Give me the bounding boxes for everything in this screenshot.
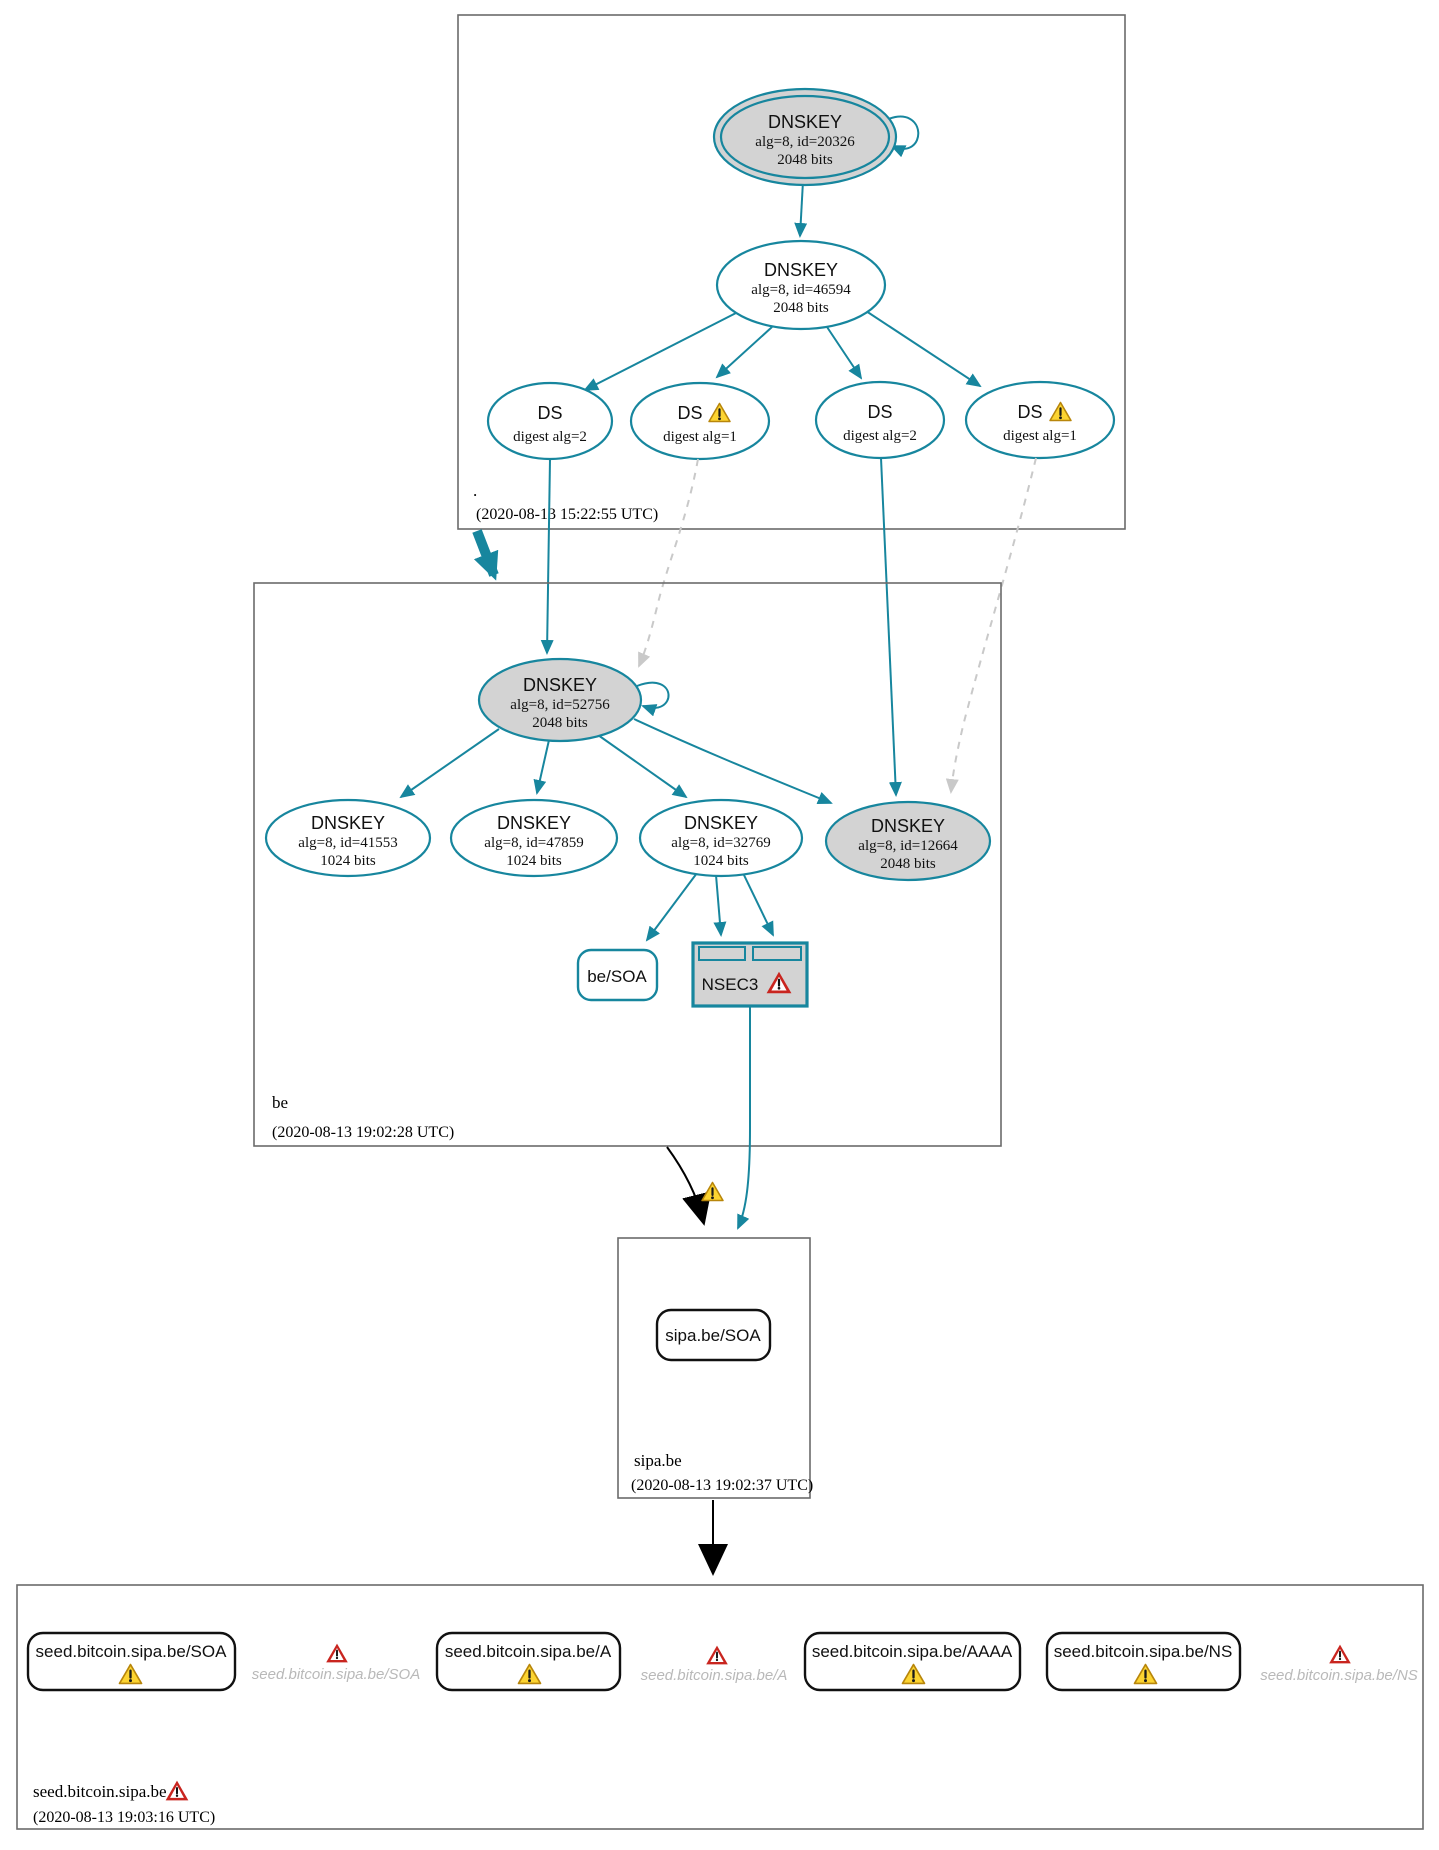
edge-zsk3-to-nsec3-b: [743, 873, 773, 935]
node-be-nsec3[interactable]: [693, 943, 807, 1006]
edge-ds1-to-be-ksk: [547, 459, 550, 653]
error-icon: [166, 1781, 189, 1801]
zone-timestamp-sipa: (2020-08-13 19:02:37 UTC): [631, 1477, 814, 1494]
node-be-dnskey-12664[interactable]: [826, 802, 990, 880]
zone-label-be: be: [272, 1093, 289, 1112]
node-sipa-soa[interactable]: [657, 1310, 770, 1360]
be-zsk2-type: DNSKEY: [496, 813, 572, 833]
edge-root-zsk-to-ds1: [585, 313, 736, 390]
ds3-type: DS: [867, 402, 893, 422]
node-seed-soa[interactable]: [28, 1633, 235, 1690]
be-zsk1-type: DNSKEY: [310, 813, 386, 833]
be-zsk3-detail1: alg=8, id=32769: [671, 835, 771, 851]
be-zsk2-detail1: alg=8, id=47859: [484, 835, 584, 851]
zone-timestamp-be: (2020-08-13 19:02:28 UTC): [272, 1124, 455, 1141]
zone-root: [458, 15, 1125, 529]
node-seed-a-missing[interactable]: [641, 1646, 788, 1684]
nsec3-cell-2: [753, 947, 801, 960]
edge-zsk3-to-nsec3-a: [716, 875, 721, 935]
zone-label-seed: seed.bitcoin.sipa.be: [33, 1782, 167, 1801]
seed-soa-label: seed.bitcoin.sipa.be/SOA: [35, 1642, 227, 1661]
edge-root-zsk-to-ds2: [717, 327, 772, 377]
ds4-type: DS: [1017, 402, 1043, 422]
node-be-dnskey-41553[interactable]: [266, 800, 430, 876]
error-icon: [1329, 1645, 1351, 1664]
seed-ns-label: seed.bitcoin.sipa.be/NS: [1053, 1642, 1233, 1661]
node-be-soa[interactable]: [578, 950, 657, 1000]
edge-ds4-to-be-ksk2-dashed: [951, 458, 1036, 792]
root-zsk-type: DNSKEY: [763, 260, 839, 280]
edge-be-ksk-to-zsk2: [537, 740, 549, 793]
edge-be-ksk-to-zsk3: [598, 735, 686, 797]
ds1-type: DS: [537, 403, 563, 423]
nsec3-cell-1: [699, 947, 745, 960]
node-seed-ns[interactable]: [1047, 1633, 1240, 1690]
be-ksk-type: DNSKEY: [522, 675, 598, 695]
node-seed-a[interactable]: [437, 1633, 620, 1690]
node-seed-ns-missing[interactable]: [1260, 1645, 1418, 1684]
seed-soa-missing-label: seed.bitcoin.sipa.be/SOA: [251, 1666, 421, 1683]
node-root-dnskey-46594[interactable]: [717, 241, 885, 329]
edge-be-ksk-to-ksk2: [634, 719, 831, 803]
be-ksk-detail2: 2048 bits: [532, 715, 588, 731]
ds1-detail: digest alg=2: [513, 429, 587, 445]
ds4-detail: digest alg=1: [1003, 428, 1077, 444]
edge-delegation-root-to-be: [477, 531, 494, 575]
root-ksk-detail1: alg=8, id=20326: [755, 134, 855, 150]
be-soa-label: be/SOA: [587, 967, 647, 986]
seed-aaaa-label: seed.bitcoin.sipa.be/AAAA: [811, 1642, 1013, 1661]
be-zsk2-detail2: 1024 bits: [506, 853, 562, 869]
node-seed-soa-missing[interactable]: [252, 1644, 420, 1683]
edge-root-zsk-to-ds4: [866, 311, 980, 386]
be-ksk-detail1: alg=8, id=52756: [510, 697, 610, 713]
zone-seed: [17, 1585, 1423, 1829]
node-seed-aaaa[interactable]: [805, 1633, 1020, 1690]
edge-ds3-to-be-ksk2: [881, 458, 896, 795]
edge-root-zsk-to-ds3: [827, 327, 861, 378]
node-root-ds1[interactable]: [488, 383, 612, 459]
node-be-dnskey-47859[interactable]: [451, 800, 617, 876]
sipa-soa-label: sipa.be/SOA: [665, 1326, 761, 1345]
edge-zsk3-to-be-soa: [647, 873, 697, 940]
root-zsk-detail2: 2048 bits: [773, 300, 829, 316]
error-icon: [706, 1646, 728, 1665]
be-zsk3-type: DNSKEY: [683, 813, 759, 833]
root-zsk-detail1: alg=8, id=46594: [751, 282, 851, 298]
edge-nsec3-to-sipa: [738, 1007, 750, 1228]
node-root-ds4[interactable]: [966, 382, 1114, 458]
zone-label-root: .: [473, 481, 478, 500]
be-zsk1-detail2: 1024 bits: [320, 853, 376, 869]
be-zsk1-detail1: alg=8, id=41553: [298, 835, 398, 851]
ds2-type: DS: [677, 403, 703, 423]
seed-ns-missing-label: seed.bitcoin.sipa.be/NS: [1260, 1667, 1418, 1684]
be-ksk2-type: DNSKEY: [870, 816, 946, 836]
be-ksk2-detail2: 2048 bits: [880, 856, 936, 872]
zone-be: [254, 583, 1001, 1228]
error-icon: [326, 1644, 348, 1663]
zone-box-seed: [17, 1585, 1423, 1829]
seed-a-missing-label: seed.bitcoin.sipa.be/A: [640, 1667, 788, 1684]
root-ksk-type: DNSKEY: [767, 112, 843, 132]
seed-a-label: seed.bitcoin.sipa.be/A: [444, 1642, 612, 1661]
edge-root-ksk-to-zsk: [800, 181, 803, 236]
nsec3-label: NSEC3: [701, 975, 759, 994]
zone-label-sipa: sipa.be: [634, 1451, 682, 1470]
ds2-detail: digest alg=1: [663, 429, 737, 445]
node-root-dnskey-20326[interactable]: [714, 89, 896, 185]
edge-ds2-to-be-ksk-dashed: [639, 459, 698, 666]
node-root-ds3[interactable]: [816, 382, 944, 458]
node-root-ds2[interactable]: [631, 383, 769, 459]
node-be-dnskey-32769[interactable]: [640, 800, 802, 876]
node-be-dnskey-52756[interactable]: [479, 659, 641, 741]
zone-timestamp-seed: (2020-08-13 19:03:16 UTC): [33, 1809, 216, 1826]
edge-delegation-be-to-sipa: [667, 1147, 703, 1220]
be-ksk2-detail1: alg=8, id=12664: [858, 838, 958, 854]
zone-timestamp-root: (2020-08-13 15:22:55 UTC): [476, 506, 659, 523]
edge-be-ksk-to-zsk1: [401, 729, 499, 797]
be-zsk3-detail2: 1024 bits: [693, 853, 749, 869]
ds3-detail: digest alg=2: [843, 428, 917, 444]
root-ksk-detail2: 2048 bits: [777, 152, 833, 168]
zone-sipa: [618, 1238, 813, 1498]
warning-icon: [702, 1183, 723, 1201]
